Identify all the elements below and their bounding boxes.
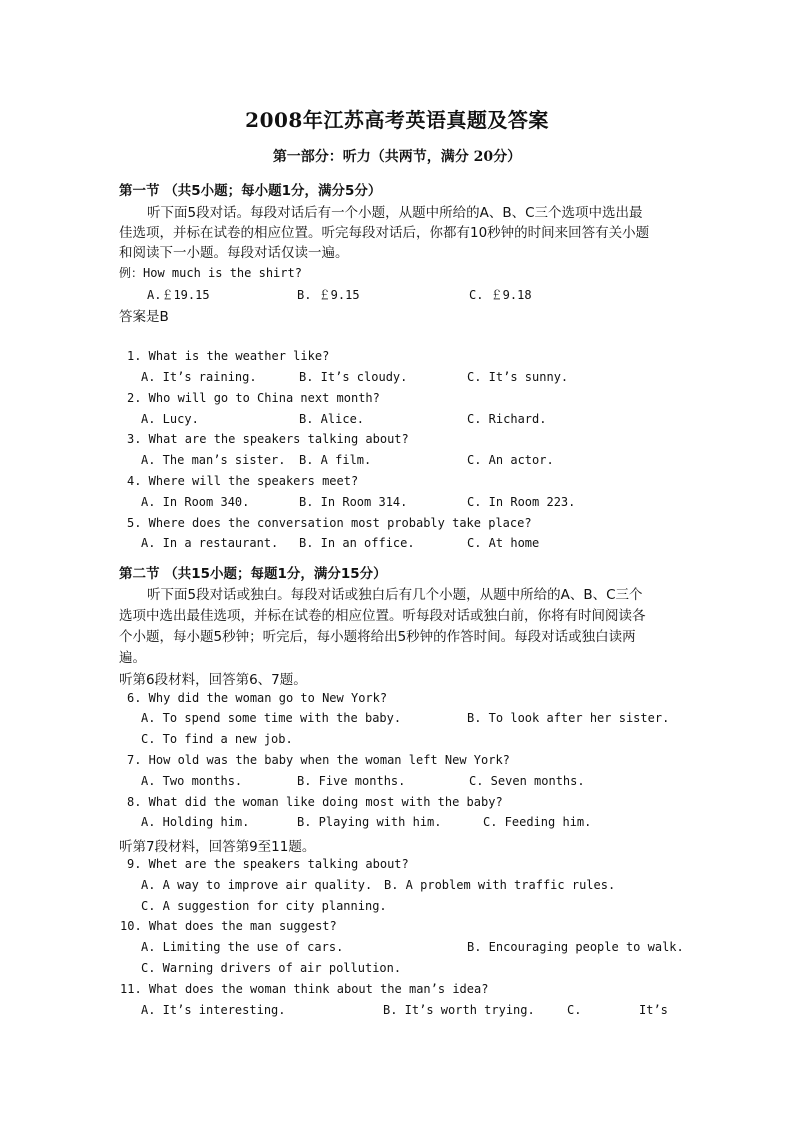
- question-1-option-a: A. It’s raining.: [141, 370, 257, 384]
- section2-heading: 第二节 （共15小题；每题1分，满分15分）: [119, 566, 387, 582]
- question-3-option-b: B. A film.: [299, 453, 372, 467]
- question-2-option-a: A. Lucy.: [141, 412, 199, 426]
- document-title: 2008年江苏高考英语真题及答案: [245, 108, 549, 132]
- section2-instruction-line: 个小题，每小题5秒钟；听完后，每小题将给出5秒钟的作答时间。每段对话或独白读两: [119, 629, 636, 645]
- example-option-c: C. ￡9.18: [469, 288, 532, 302]
- example-option-b: B. ￡9.15: [297, 288, 360, 302]
- question-4: 4. Where will the speakers meet?: [127, 474, 359, 488]
- part1-heading: 第一部分：听力（共两节，满分 20分）: [272, 149, 522, 165]
- question-5-option-a: A. In a restaurant.: [141, 536, 279, 550]
- section1-heading: 第一节 （共5小题；每小题1分，满分5分）: [119, 183, 382, 199]
- example-option-a: A.￡19.15: [147, 288, 210, 302]
- question-11-option-a: A. It’s interesting.: [141, 1003, 286, 1017]
- question-9: 9. Whet are the speakers talking about?: [127, 857, 409, 871]
- question-8-option-c: C. Feeding him.: [483, 815, 592, 829]
- question-8-option-b: B. Playing with him.: [297, 815, 442, 829]
- question-4-option-a: A. In Room 340.: [141, 495, 250, 509]
- question-7-option-c: C. Seven months.: [469, 774, 585, 788]
- question-1: 1. What is the weather like?: [127, 349, 330, 363]
- example-answer: 答案是B: [119, 309, 169, 325]
- section1-instruction-line: 和阅读下一小题。每段对话仅读一遍。: [119, 245, 349, 261]
- question-3-option-a: A. The man’s sister.: [141, 453, 286, 467]
- question-10-option-a: A. Limiting the use of cars.: [141, 940, 344, 954]
- question-7-option-b: B. Five months.: [297, 774, 406, 788]
- question-10-option-b: B. Encouraging people to walk.: [467, 940, 684, 954]
- material-6-note: 听第6段材料，回答第6、7题。: [119, 672, 307, 688]
- section2-instruction-line: 遍。: [119, 650, 146, 666]
- section2-instruction-line: 听下面5段对话或独白。每段对话或独白后有几个小题，从题中所给的A、B、C三个: [147, 587, 643, 603]
- question-2-option-c: C. Richard.: [467, 412, 547, 426]
- question-10: 10. What does the man suggest?: [120, 919, 337, 933]
- question-3: 3. What are the speakers talking about?: [127, 432, 409, 446]
- question-11-option-c: C.: [567, 1003, 582, 1017]
- material-7-note: 听第7段材料，回答第9至11题。: [119, 839, 316, 855]
- section1-instruction-line: 听下面5段对话。每段对话后有一个小题，从题中所给的A、B、C三个选项中选出最: [147, 205, 643, 221]
- example-question: 例：How much is the shirt?: [119, 266, 302, 280]
- question-3-option-c: C. An actor.: [467, 453, 554, 467]
- question-7: 7. How old was the baby when the woman left New York?: [127, 753, 510, 767]
- section2-instruction-line: 选项中选出最佳选项，并标在试卷的相应位置。听每段对话或独白前，你将有时间阅读各: [119, 608, 646, 624]
- question-8-option-a: A. Holding him.: [141, 815, 250, 829]
- question-6-option-b: B. To look after her sister.: [467, 711, 670, 725]
- question-10-option-c: C. Warning drivers of air pollution.: [141, 961, 402, 975]
- question-2: 2. Who will go to China next month?: [127, 391, 380, 405]
- question-6-option-c: C. To find a new job.: [141, 732, 293, 746]
- question-6-option-a: A. To spend some time with the baby.: [141, 711, 402, 725]
- question-11-option-b: B. It’s worth trying.: [383, 1003, 535, 1017]
- question-4-option-c: C. In Room 223.: [467, 495, 576, 509]
- question-1-option-b: B. It’s cloudy.: [299, 370, 408, 384]
- question-9-option-a: A. A way to improve air quality.: [141, 878, 373, 892]
- question-5-option-b: B. In an office.: [299, 536, 415, 550]
- question-9-option-c: C. A suggestion for city planning.: [141, 899, 387, 913]
- question-11: 11. What does the woman think about the man’s idea?: [120, 982, 489, 996]
- question-2-option-b: B. Alice.: [299, 412, 365, 426]
- question-6: 6. Why did the woman go to New York?: [127, 691, 388, 705]
- section1-instruction-line: 佳选项，并标在试卷的相应位置。听完每段对话后，你都有10秒钟的时间来回答有关小题: [119, 225, 650, 241]
- question-5: 5. Where does the conversation most probably take place?: [127, 516, 532, 530]
- question-11-option-c-continued: It’s: [639, 1003, 668, 1017]
- question-4-option-b: B. In Room 314.: [299, 495, 408, 509]
- question-9-option-b: B. A problem with traffic rules.: [384, 878, 616, 892]
- question-7-option-a: A. Two months.: [141, 774, 243, 788]
- question-1-option-c: C. It’s sunny.: [467, 370, 569, 384]
- question-8: 8. What did the woman like doing most with the baby?: [127, 795, 503, 809]
- question-5-option-c: C. At home: [467, 536, 540, 550]
